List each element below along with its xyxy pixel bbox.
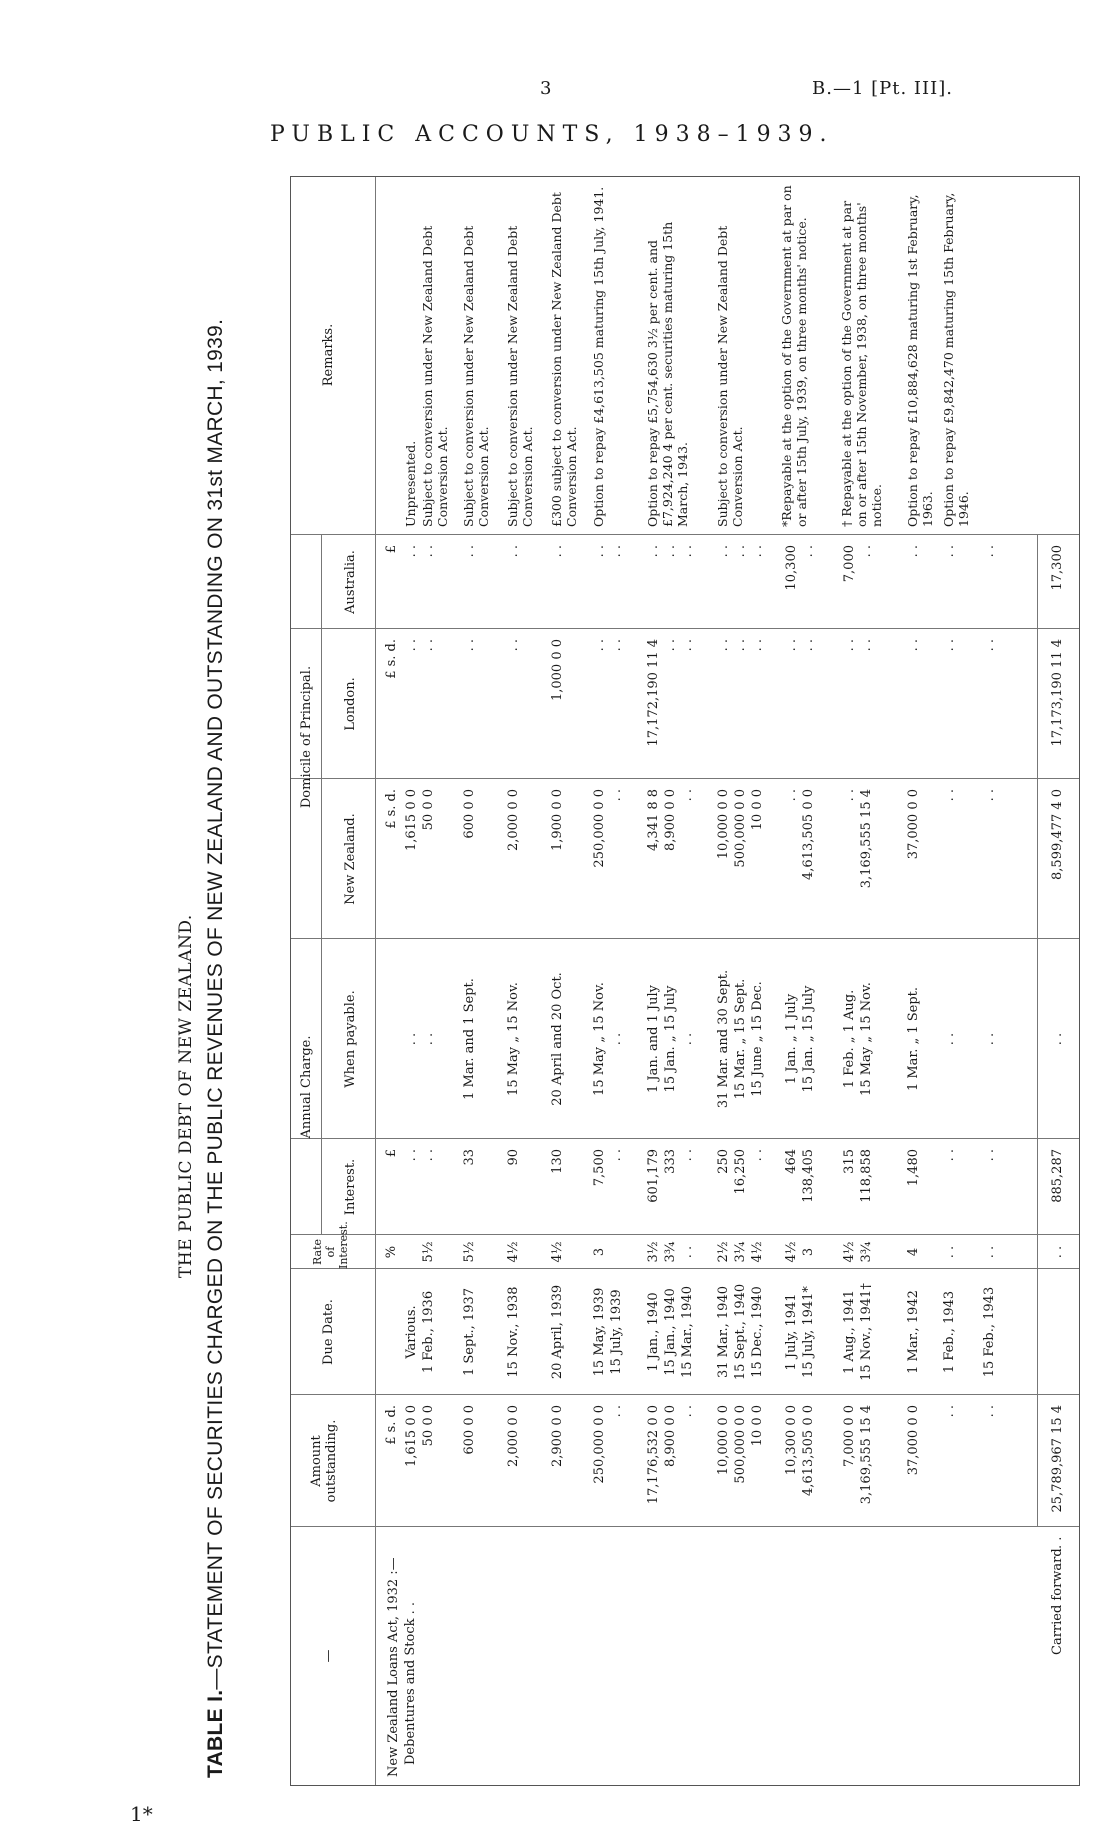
cell-london: . . <box>506 639 521 652</box>
cell-rate: 3 <box>801 1247 816 1257</box>
header-dash: — <box>321 1649 336 1663</box>
cell-rate: 4 <box>906 1247 921 1257</box>
cell-rate: 3¾ <box>859 1241 874 1263</box>
cell-new-zealand: 500,000 0 0 <box>733 789 748 868</box>
table-subtitle: THE PUBLIC DEBT OF NEW ZEALAND. <box>176 914 196 1278</box>
cell-australia: . . <box>859 545 874 558</box>
cell-due-date: 15 Mar., 1940 <box>680 1286 695 1379</box>
cell-amount: 250,000 0 0 <box>592 1405 607 1484</box>
cell-australia: . . <box>421 545 436 558</box>
cell-when-payable: 1 Mar. „ 1 Sept. <box>906 986 921 1092</box>
cell-london: . . <box>609 639 624 652</box>
cell-interest: 90 <box>506 1149 521 1166</box>
cell-amount: 8,900 0 0 <box>663 1405 678 1468</box>
cell-due-date: 31 Mar., 1940 <box>716 1286 731 1379</box>
cell-rate: . . <box>942 1245 957 1259</box>
cell-rate: 3 <box>592 1247 607 1257</box>
cell-new-zealand: 600 0 0 <box>462 789 477 839</box>
cell-amount: . . <box>982 1405 997 1418</box>
cell-london: . . <box>663 639 678 652</box>
cell-new-zealand: 3,169,555 15 4 <box>859 789 874 889</box>
cell-australia: . . <box>663 545 678 558</box>
cell-when-payable: 1 Feb. „ 1 Aug. <box>842 989 857 1089</box>
cell-rate: 4½ <box>784 1241 799 1263</box>
cell-due-date: 15 Jan., 1940 <box>663 1288 678 1376</box>
cell-amount: 4,613,505 0 0 <box>801 1405 816 1496</box>
cell-interest: . . <box>942 1149 957 1162</box>
remark-text: † Repayable at the option of the Government at par on or after 15th November, 1938, on three months' notice. <box>839 200 884 527</box>
cell-rate: 4½ <box>506 1241 521 1263</box>
remark-text: Option to repay £10,884,628 maturing 1st February, 1963. <box>905 194 935 527</box>
cell-new-zealand: 2,000 0 0 <box>506 789 521 852</box>
cell-london: . . <box>733 639 748 652</box>
cell-australia: . . <box>609 545 624 558</box>
cell-australia: . . <box>716 545 731 558</box>
cell-when-payable: 15 June „ 15 Dec. <box>750 981 765 1097</box>
cell-due-date: 1 Feb., 1943 <box>942 1290 957 1374</box>
cell-due-date: 15 Nov., 1941† <box>859 1283 874 1381</box>
remark-text: Option to repay £5,754,630 3½ per cent. and £7,924,240 4 per cent. securities maturing 15th March, 1943. <box>645 221 690 527</box>
header-when-payable: When payable. <box>343 990 358 1088</box>
page-number: 3 <box>540 78 552 99</box>
cell-rate: . . <box>680 1245 695 1259</box>
remark-text: Subject to conversion under New Zealand Debt Conversion Act. <box>715 225 745 527</box>
cell-london: . . <box>716 639 731 652</box>
cell-amount: . . <box>680 1405 695 1418</box>
carried-forward-when: . . <box>1050 1032 1065 1046</box>
cell-due-date: Various. <box>404 1305 419 1359</box>
cell-due-date: 15 July, 1939 <box>609 1289 624 1375</box>
cell-rate: 5½ <box>421 1241 436 1263</box>
cell-amount: 50 0 0 <box>421 1405 436 1447</box>
cell-interest: 7,500 <box>592 1149 607 1187</box>
remark-text: Subject to conversion under New Zealand Debt Conversion Act. <box>505 225 535 527</box>
cell-new-zealand: . . <box>942 789 957 802</box>
cell-new-zealand: 37,000 0 0 <box>906 789 921 860</box>
remark-text: £300 subject to conversion under New Zealand Debt Conversion Act. <box>549 192 579 527</box>
remark-text: Subject to conversion under New Zealand Debt Conversion Act. <box>420 225 450 527</box>
cell-interest: 118,858 <box>859 1149 874 1203</box>
cell-interest: 333 <box>663 1149 678 1174</box>
cell-london: . . <box>982 639 997 652</box>
cell-australia: . . <box>550 545 565 558</box>
cell-london: 1,000 0 0 <box>550 639 565 702</box>
cell-interest: 601,179 <box>646 1149 661 1203</box>
cell-rate: 4½ <box>750 1241 765 1263</box>
cell-london: . . <box>750 639 765 652</box>
cell-australia: . . <box>404 545 419 558</box>
unit-london: £ s. d. <box>384 639 399 679</box>
cell-when-payable: 15 Jan. „ 15 July <box>663 985 678 1093</box>
cell-when-payable: 1 Jan. and 1 July <box>646 984 661 1094</box>
cell-when-payable: 15 May „ 15 Nov. <box>859 982 874 1096</box>
cell-interest: 464 <box>784 1149 799 1174</box>
cell-due-date: 1 July, 1941 <box>784 1293 799 1371</box>
carried-forward-dots: . . <box>1050 1536 1065 1549</box>
cell-when-payable: . . <box>609 1032 624 1046</box>
document-reference: B.—1 [Pt. III]. <box>812 78 954 99</box>
cell-when-payable: 31 Mar. and 30 Sept. <box>716 969 731 1109</box>
cell-amount: 7,000 0 0 <box>842 1405 857 1468</box>
cell-amount: 10 0 0 <box>750 1405 765 1447</box>
cell-london: . . <box>404 639 419 652</box>
cell-due-date: 15 Feb., 1943 <box>982 1286 997 1378</box>
remark-text: Option to repay £4,613,505 maturing 15th July, 1941. <box>591 186 606 527</box>
page-header-title: PUBLIC ACCOUNTS, 1938–1939. <box>270 122 834 147</box>
cell-due-date: 15 Sept., 1940 <box>733 1283 748 1381</box>
cell-amount: 37,000 0 0 <box>906 1405 921 1476</box>
cell-australia: . . <box>462 545 477 558</box>
cell-interest: . . <box>609 1149 624 1162</box>
cell-interest: . . <box>982 1149 997 1162</box>
cell-london: . . <box>784 639 799 652</box>
header-annual-charge: Annual Charge. <box>299 1035 314 1139</box>
cell-interest: 315 <box>842 1149 857 1174</box>
table-title-rest: —STATEMENT OF SECURITIES CHARGED ON THE PUBLIC REVENUES OF NEW ZEALAND AND OUTSTANDING ON 31st MARCH, 1939. <box>204 318 227 1690</box>
cell-london: . . <box>462 639 477 652</box>
signature-mark: 1* <box>130 1802 153 1826</box>
cell-rate: 4½ <box>550 1241 565 1263</box>
cell-amount: 3,169,555 15 4 <box>859 1405 874 1505</box>
cell-rate: 2½ <box>716 1241 731 1263</box>
cell-interest: . . <box>404 1149 419 1162</box>
cell-when-payable: . . <box>680 1032 695 1046</box>
cell-london: . . <box>842 639 857 652</box>
cell-due-date: 15 Dec., 1940 <box>750 1286 765 1378</box>
cell-when-payable: 15 Jan. „ 15 July <box>801 985 816 1093</box>
cell-new-zealand: . . <box>842 789 857 802</box>
cell-australia: . . <box>646 545 661 558</box>
cell-amount: 1,615 0 0 <box>404 1405 419 1468</box>
cell-interest: . . <box>750 1149 765 1162</box>
cell-amount: . . <box>942 1405 957 1418</box>
carried-forward-interest: 885,287 <box>1050 1149 1065 1203</box>
header-domicile: Domicile of Principal. <box>299 665 314 809</box>
cell-due-date: 1 Sept., 1937 <box>462 1287 477 1377</box>
unit-new-zealand: £ s. d. <box>384 789 399 829</box>
cell-rate: 3¾ <box>663 1241 678 1263</box>
cell-new-zealand: 4,341 8 8 <box>646 789 661 852</box>
cell-london: . . <box>801 639 816 652</box>
header-amount: Amount outstanding. <box>309 1419 339 1503</box>
cell-when-payable: 15 Mar. „ 15 Sept. <box>733 978 748 1100</box>
remark-text: Option to repay £9,842,470 maturing 15th February, 1946. <box>941 192 971 527</box>
cell-when-payable: 15 May „ 15 Nov. <box>592 982 607 1096</box>
cell-new-zealand: 4,613,505 0 0 <box>801 789 816 880</box>
cell-new-zealand: 250,000 0 0 <box>592 789 607 868</box>
header-interest: Interest. <box>343 1158 358 1216</box>
cell-due-date: 1 Jan., 1940 <box>646 1292 661 1372</box>
table-title-bold: TABLE I. <box>204 1689 227 1778</box>
cell-amount: 10,000 0 0 <box>716 1405 731 1476</box>
header-australia: Australia. <box>343 550 358 614</box>
cell-london: . . <box>859 639 874 652</box>
debt-table <box>290 176 1080 1786</box>
cell-due-date: 20 April, 1939 <box>550 1284 565 1380</box>
cell-amount: . . <box>609 1405 624 1418</box>
cell-new-zealand: 8,900 0 0 <box>663 789 678 852</box>
cell-when-payable: 1 Mar. and 1 Sept. <box>462 978 477 1100</box>
cell-due-date: 1 Aug., 1941 <box>842 1290 857 1374</box>
cell-australia: . . <box>733 545 748 558</box>
cell-new-zealand: 1,615 0 0 <box>404 789 419 852</box>
cell-rate: . . <box>982 1245 997 1259</box>
cell-australia: . . <box>906 545 921 558</box>
cell-when-payable: . . <box>404 1032 419 1046</box>
cell-new-zealand: 10,000 0 0 <box>716 789 731 860</box>
cell-interest: 250 <box>716 1149 731 1174</box>
carried-forward-label: Carried forward <box>1050 1548 1065 1655</box>
cell-rate: 5½ <box>462 1241 477 1263</box>
header-london: London. <box>343 677 358 731</box>
cell-london: . . <box>421 639 436 652</box>
cell-when-payable: 20 April and 20 Oct. <box>550 972 565 1106</box>
cell-australia: . . <box>982 545 997 558</box>
cell-london: . . <box>592 639 607 652</box>
cell-new-zealand: 1,900 0 0 <box>550 789 565 852</box>
cell-due-date: 1 Mar., 1942 <box>906 1290 921 1374</box>
unit-australia: £ <box>384 545 399 554</box>
cell-interest: . . <box>421 1149 436 1162</box>
cell-interest: 138,405 <box>801 1149 816 1203</box>
cell-when-payable: . . <box>421 1032 436 1046</box>
cell-due-date: 15 May, 1939 <box>592 1287 607 1377</box>
section-sublabel: Debentures and Stock . . <box>403 1601 418 1765</box>
cell-amount: 500,000 0 0 <box>733 1405 748 1484</box>
cell-london: 17,172,190 11 4 <box>646 639 661 747</box>
cell-when-payable: 15 May „ 15 Nov. <box>506 982 521 1096</box>
cell-australia: . . <box>592 545 607 558</box>
cell-due-date: 15 July, 1941* <box>801 1286 816 1378</box>
cell-when-payable: 1 Jan. „ 1 July <box>784 993 799 1085</box>
carried-forward-london: 17,173,190 11 4 <box>1050 639 1065 747</box>
cell-amount: 2,900 0 0 <box>550 1405 565 1468</box>
header-rate: Rate of Interest. <box>311 1221 350 1269</box>
cell-amount: 10,300 0 0 <box>784 1405 799 1476</box>
cell-interest: . . <box>680 1149 695 1162</box>
cell-when-payable: . . <box>942 1032 957 1046</box>
remark-text: *Repayable at the option of the Government at par on or after 15th July, 1939, on three months' notice. <box>779 185 809 527</box>
table-title <box>204 319 228 1778</box>
header-due-date: Due Date. <box>321 1299 336 1365</box>
cell-rate: 3¼ <box>733 1241 748 1263</box>
cell-australia: . . <box>942 545 957 558</box>
cell-rate: 4½ <box>842 1241 857 1263</box>
cell-due-date: 1 Feb., 1936 <box>421 1290 436 1374</box>
cell-amount: 17,176,532 0 0 <box>646 1405 661 1505</box>
cell-interest: 130 <box>550 1149 565 1174</box>
section-label: New Zealand Loans Act, 1932 :— <box>386 1557 401 1777</box>
cell-australia: . . <box>750 545 765 558</box>
carried-forward-new-zealand: 8,599,477 4 0 <box>1050 789 1065 880</box>
cell-australia: . . <box>506 545 521 558</box>
unit-rate: % <box>384 1245 399 1259</box>
unit-interest: £ <box>384 1149 399 1158</box>
carried-forward-rate: . . <box>1050 1245 1065 1259</box>
cell-interest: 1,480 <box>906 1149 921 1187</box>
cell-due-date: 15 Nov., 1938 <box>506 1286 521 1378</box>
cell-australia: 10,300 <box>784 545 799 591</box>
carried-forward-amount: 25,789,967 15 4 <box>1050 1405 1065 1513</box>
cell-london: . . <box>906 639 921 652</box>
remark-text: Subject to conversion under New Zealand Debt Conversion Act. <box>461 225 491 527</box>
cell-amount: 2,000 0 0 <box>506 1405 521 1468</box>
cell-interest: 16,250 <box>733 1149 748 1195</box>
carried-forward-australia: 17,300 <box>1050 545 1065 591</box>
cell-australia: . . <box>680 545 695 558</box>
cell-new-zealand: 50 0 0 <box>421 789 436 831</box>
unit-amount: £ s. d. <box>384 1405 399 1445</box>
table-titles <box>170 148 290 1808</box>
header-remarks: Remarks. <box>321 323 336 387</box>
cell-london: . . <box>942 639 957 652</box>
cell-australia: . . <box>801 545 816 558</box>
cell-new-zealand: . . <box>982 789 997 802</box>
cell-new-zealand: . . <box>609 789 624 802</box>
header-new-zealand: New Zealand. <box>343 813 358 905</box>
rotated-table-page <box>170 148 1110 1808</box>
cell-interest: 33 <box>462 1149 477 1166</box>
cell-when-payable: . . <box>982 1032 997 1046</box>
cell-rate: 3½ <box>646 1241 661 1263</box>
cell-london: . . <box>680 639 695 652</box>
cell-new-zealand: . . <box>784 789 799 802</box>
remark-text: Unpresented. <box>403 440 418 527</box>
cell-amount: 600 0 0 <box>462 1405 477 1455</box>
cell-new-zealand: . . <box>680 789 695 802</box>
cell-new-zealand: 10 0 0 <box>750 789 765 831</box>
cell-australia: 7,000 <box>842 545 857 583</box>
